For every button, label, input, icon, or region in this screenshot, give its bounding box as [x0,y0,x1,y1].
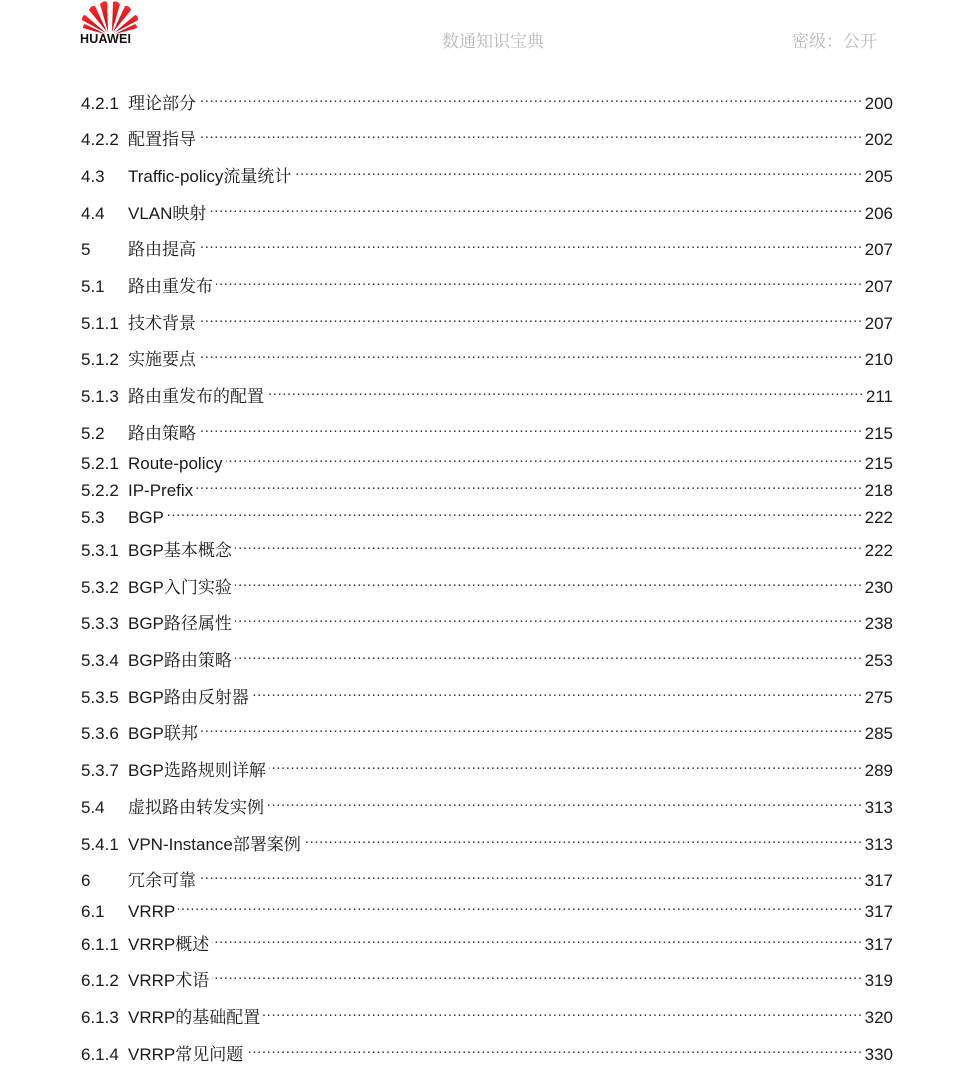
toc-entry[interactable] [81,571,893,597]
toc-entry[interactable] [81,474,893,500]
toc-entry[interactable] [81,501,893,527]
toc-leader-dots [246,1038,862,1060]
toc-page-number[interactable]: 289 [864,761,893,780]
toc-section-title[interactable]: BGP选路规则详解 [128,761,266,780]
toc-page-number[interactable]: 253 [864,651,893,670]
toc-page-number[interactable]: 210 [864,350,893,369]
toc-entry[interactable] [81,791,893,817]
toc-leader-dots [199,233,863,255]
toc-page-number[interactable]: 238 [864,614,893,633]
toc-section-number: 5.3 [81,508,105,527]
toc-section-title[interactable]: VRRP [128,902,176,921]
toc-leader-dots [263,1001,862,1023]
toc-section-number: 5.2 [81,424,105,443]
toc-section-title[interactable]: VRRP常见问题 [128,1045,244,1064]
toc-page-number[interactable]: 320 [864,1008,893,1027]
toc-entry[interactable] [81,380,893,406]
toc-page-number[interactable]: 275 [864,688,893,707]
toc-leader-dots [199,343,863,365]
toc-section-title[interactable]: VLAN映射 [128,204,207,223]
toc-section-title[interactable]: BGP路由策略 [128,651,232,670]
toc-entry[interactable] [81,717,893,743]
toc-page-number[interactable]: 218 [864,481,893,500]
toc-entry[interactable] [81,307,893,333]
toc-page-number[interactable]: 222 [864,508,893,527]
toc-section-number: 5.3.6 [81,724,119,743]
toc-leader-dots [226,447,863,469]
toc-leader-dots [267,380,864,402]
toc-leader-dots [178,895,862,917]
toc-leader-dots [199,87,863,109]
toc-section-number: 6.1.2 [81,971,119,990]
toc-entry[interactable] [81,87,893,113]
toc-page-number[interactable]: 317 [864,871,893,890]
toc-section-number: 6.1.4 [81,1045,119,1064]
toc-entry[interactable] [81,270,893,296]
toc-section-title[interactable]: 路由策略 [128,424,196,443]
toc-entry[interactable] [81,895,893,921]
toc-entry[interactable] [81,964,893,990]
toc-entry[interactable] [81,681,893,707]
toc-entry[interactable] [81,828,893,854]
toc-section-title[interactable]: 冗余可靠 [128,871,196,890]
toc-section-title[interactable]: BGP路径属性 [128,614,232,633]
toc-page-number[interactable]: 211 [865,387,893,406]
toc-section-number: 6.1 [81,902,105,921]
toc-page-number[interactable]: 313 [864,835,893,854]
toc-entry[interactable] [81,197,893,223]
toc-entry[interactable] [81,534,893,560]
toc-section-number: 4.4 [81,204,105,223]
toc-section-number: 5.1.2 [81,350,119,369]
toc-section-number: 5.1.3 [81,387,119,406]
toc-page-number[interactable]: 313 [864,798,893,817]
toc-page-number[interactable]: 319 [864,971,893,990]
toc-leader-dots [167,501,863,523]
toc-leader-dots [252,681,863,703]
toc-entry[interactable] [81,123,893,149]
toc-leader-dots [267,791,863,813]
toc-section-title[interactable]: IP-Prefix [128,481,194,500]
classification-label: 密级：公开 [792,32,877,51]
document-title: 数通知识宝典 [442,32,544,51]
toc-leader-dots [199,123,863,145]
toc-section-title[interactable]: VPN-Instance部署案例 [128,835,301,854]
toc-page-number[interactable]: 206 [864,204,893,223]
toc-section-number: 5.1.1 [81,314,119,333]
toc-section-title[interactable]: 路由重发布的配置 [128,387,264,406]
toc-entry[interactable] [81,754,893,780]
toc-leader-dots [235,571,863,593]
toc-section-number: 6.1.3 [81,1008,119,1027]
toc-section-title[interactable]: Route-policy [128,454,223,473]
toc-section-title[interactable]: Traffic-policy流量统计 [128,167,292,186]
toc-section-title[interactable]: 配置指导 [128,130,196,149]
toc-page-number[interactable]: 285 [864,724,893,743]
toc-entry[interactable] [81,928,893,954]
toc-page-number[interactable]: 207 [864,240,893,259]
toc-section-number: 5.4.1 [81,835,119,854]
toc-leader-dots [199,307,863,329]
toc-section-title[interactable]: 路由提高 [128,240,196,259]
toc-entry[interactable] [81,1001,893,1027]
toc-section-number: 5.2.1 [81,454,119,473]
toc-section-number: 5.3.3 [81,614,119,633]
toc-entry[interactable] [81,233,893,259]
toc-page-number[interactable]: 222 [864,541,893,560]
toc-section-title[interactable]: BGP入门实验 [128,578,232,597]
toc-section-number: 5.3.2 [81,578,119,597]
toc-entry[interactable] [81,343,893,369]
toc-section-number: 5.3.7 [81,761,119,780]
toc-section-number: 6 [81,871,91,890]
toc-page-number[interactable]: 317 [864,935,893,954]
toc-entry[interactable] [81,1038,893,1064]
toc-section-number: 4.3 [81,167,105,186]
toc-section-number: 5.3.1 [81,541,119,560]
toc-leader-dots [212,964,862,986]
toc-section-number: 5.3.4 [81,651,119,670]
toc-section-number: 5 [81,240,91,259]
toc-section-number: 6.1.1 [81,935,119,954]
toc-page-number[interactable]: 207 [864,314,893,333]
toc-section-number: 5.4 [81,798,105,817]
toc-section-title[interactable]: VRRP的基础配置 [128,1008,261,1027]
toc-page-number[interactable]: 230 [864,578,893,597]
toc-leader-dots [235,644,863,666]
toc-leader-dots [216,270,863,292]
toc-entry[interactable] [81,607,893,633]
toc-section-title[interactable]: BGP基本概念 [128,541,232,560]
toc-section-title[interactable]: 虚拟路由转发实例 [128,798,264,817]
toc-entry[interactable] [81,160,893,186]
toc-leader-dots [199,417,863,439]
toc-section-title[interactable]: BGP [128,508,164,527]
toc-section-title[interactable]: 实施要点 [128,350,196,369]
toc-section-title[interactable]: BGP联邦 [128,724,198,743]
toc-page-number[interactable]: 205 [864,167,893,186]
toc-leader-dots [199,864,863,886]
toc-entry[interactable] [81,644,893,670]
toc-leader-dots [212,928,862,950]
toc-leader-dots [209,197,862,219]
toc-entry[interactable] [81,864,893,890]
toc-section-title[interactable]: BGP路由反射器 [128,688,249,707]
toc-leader-dots [294,160,862,182]
toc-section-number: 5.1 [81,277,105,296]
toc-page-number[interactable]: 330 [864,1045,893,1064]
toc-page-number[interactable]: 202 [864,130,893,149]
toc-page-number[interactable]: 215 [864,454,893,473]
toc-section-title[interactable]: VRRP术语 [128,971,210,990]
logo-text: HUAWEI [80,32,132,46]
toc-leader-dots [196,474,862,496]
toc-leader-dots [269,754,863,776]
toc-entry[interactable] [81,417,893,443]
toc-page-number[interactable]: 215 [864,424,893,443]
toc-section-number: 4.2.2 [81,130,119,149]
toc-leader-dots [201,717,863,739]
toc-page-number[interactable]: 207 [864,277,893,296]
toc-section-title[interactable]: 理论部分 [128,94,196,113]
toc-leader-dots [235,607,863,629]
toc-leader-dots [304,828,863,850]
toc-page-number[interactable]: 200 [864,94,893,113]
toc-section-title[interactable]: VRRP概述 [128,935,210,954]
toc-section-number: 5.2.2 [81,481,119,500]
toc-section-number: 4.2.1 [81,94,119,113]
toc-entry[interactable] [81,447,893,473]
toc-page-number[interactable]: 317 [864,902,893,921]
toc-leader-dots [235,534,863,556]
toc-section-title[interactable]: 技术背景 [128,314,196,333]
toc-section-title[interactable]: 路由重发布 [128,277,213,296]
toc-section-number: 5.3.5 [81,688,119,707]
